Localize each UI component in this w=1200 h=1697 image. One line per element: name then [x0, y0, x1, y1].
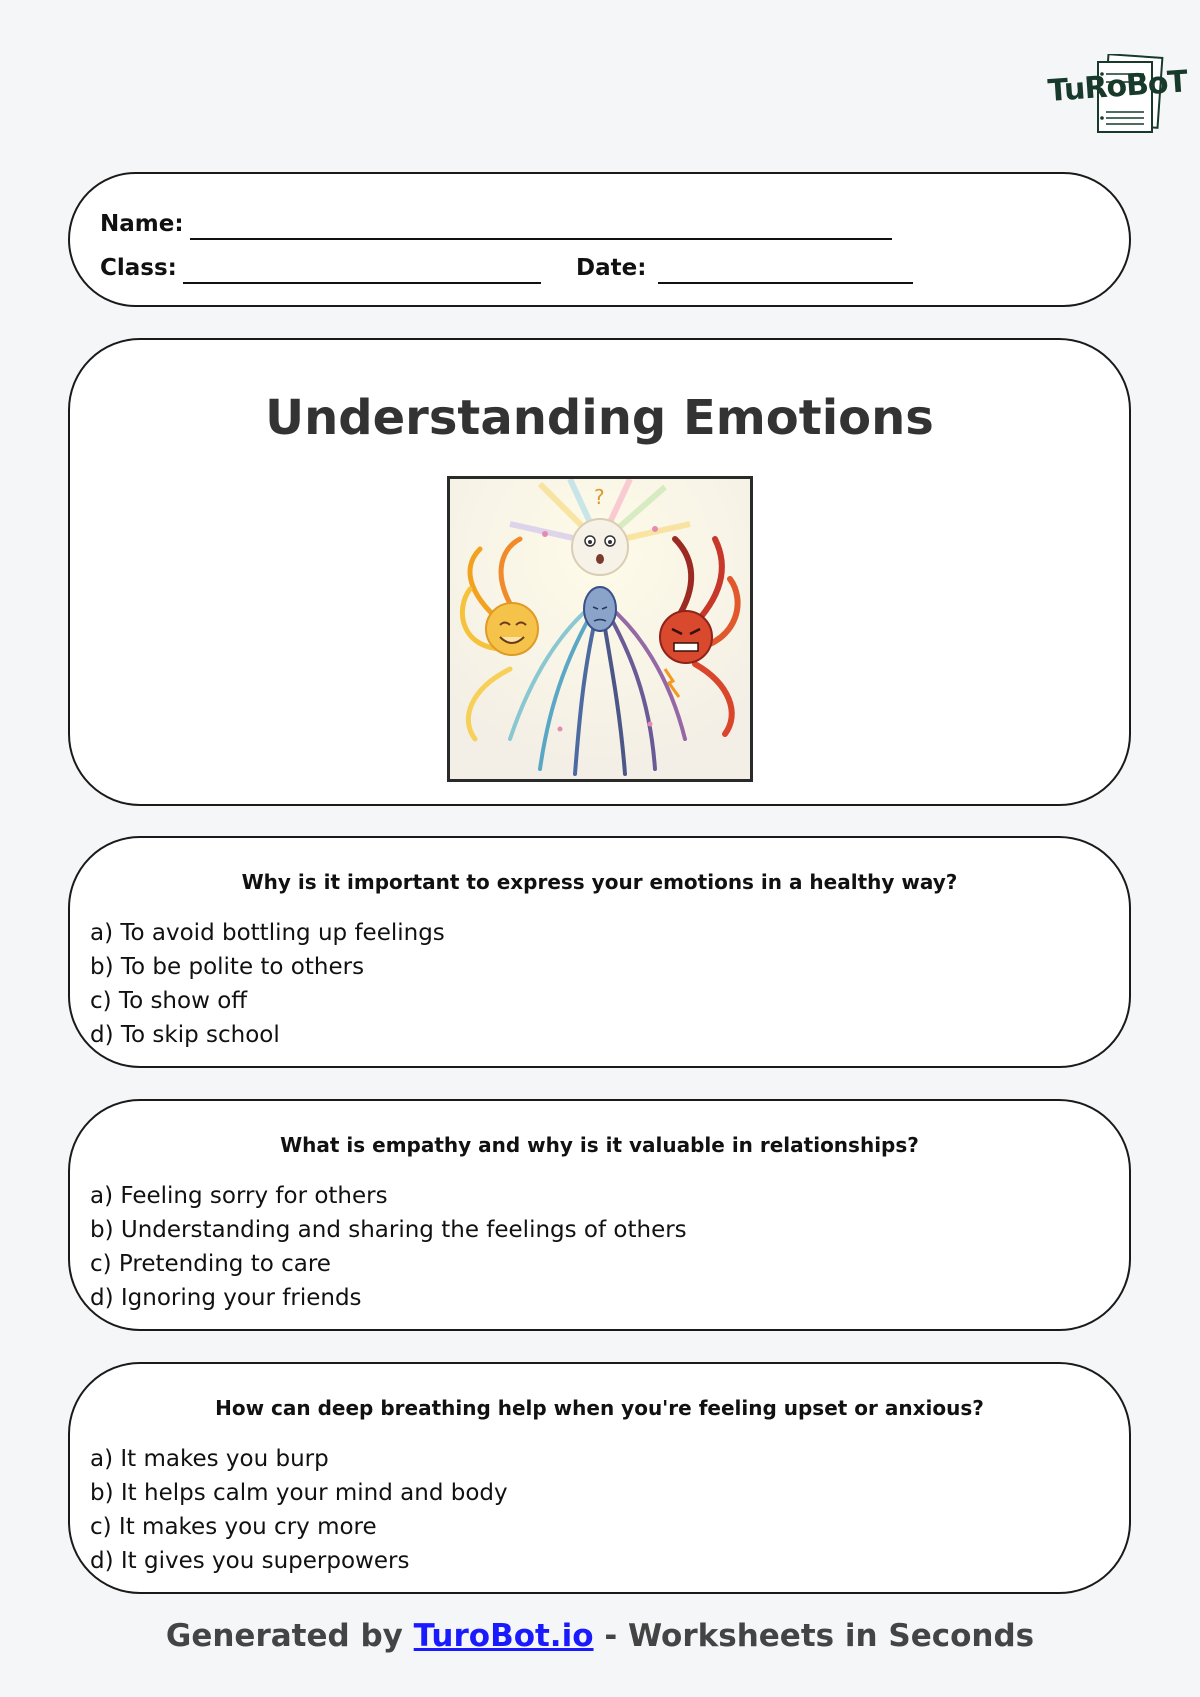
options-list	[90, 916, 445, 1052]
option-a[interactable]: a) To avoid bottling up feelings	[90, 920, 445, 946]
option-c[interactable]: c) It makes you cry more	[90, 1514, 377, 1540]
option-b[interactable]: b) Understanding and sharing the feelings of others	[90, 1217, 687, 1243]
option-a[interactable]: a) It makes you burp	[90, 1446, 329, 1472]
student-info-card	[68, 172, 1131, 307]
option-c[interactable]: c) To show off	[90, 988, 248, 1014]
turobot-logo	[1046, 54, 1189, 136]
turobot-link[interactable]: TuroBot.io	[413, 1618, 594, 1654]
options-list	[90, 1179, 687, 1315]
option-c[interactable]: c) Pretending to care	[90, 1251, 331, 1277]
question-text: How can deep breathing help when you're feeling upset or anxious?	[215, 1396, 984, 1420]
question-text: What is empathy and why is it valuable in relationships?	[280, 1133, 919, 1157]
options-list	[90, 1442, 508, 1578]
question-text: Why is it important to express your emotions in a healthy way?	[241, 870, 958, 894]
logo-text: TuRoBoT	[1046, 64, 1189, 109]
name-label: Name:	[100, 211, 184, 237]
worksheet-title: Understanding Emotions	[265, 390, 934, 446]
option-d[interactable]: d) It gives you superpowers	[90, 1548, 410, 1574]
class-underline[interactable]	[183, 282, 541, 284]
footer-prefix: Generated by	[165, 1618, 403, 1654]
option-d[interactable]: d) Ignoring your friends	[90, 1285, 362, 1311]
option-a[interactable]: a) Feeling sorry for others	[90, 1183, 388, 1209]
option-d[interactable]: d) To skip school	[90, 1022, 280, 1048]
name-underline[interactable]	[190, 238, 892, 240]
footer	[0, 1618, 1200, 1654]
class-label: Class:	[100, 255, 177, 281]
footer-suffix: - Worksheets in Seconds	[604, 1618, 1035, 1654]
title-card	[68, 338, 1131, 806]
emotions-illustration-icon	[450, 479, 750, 779]
question-card-1	[68, 836, 1131, 1068]
question-card-3	[68, 1362, 1131, 1594]
question-card-2	[68, 1099, 1131, 1331]
svg-text:?: ?	[594, 485, 605, 509]
option-b[interactable]: b) To be polite to others	[90, 954, 365, 980]
date-label: Date:	[576, 255, 647, 281]
date-underline[interactable]	[658, 282, 913, 284]
option-b[interactable]: b) It helps calm your mind and body	[90, 1480, 508, 1506]
emotions-illustration	[447, 476, 753, 782]
